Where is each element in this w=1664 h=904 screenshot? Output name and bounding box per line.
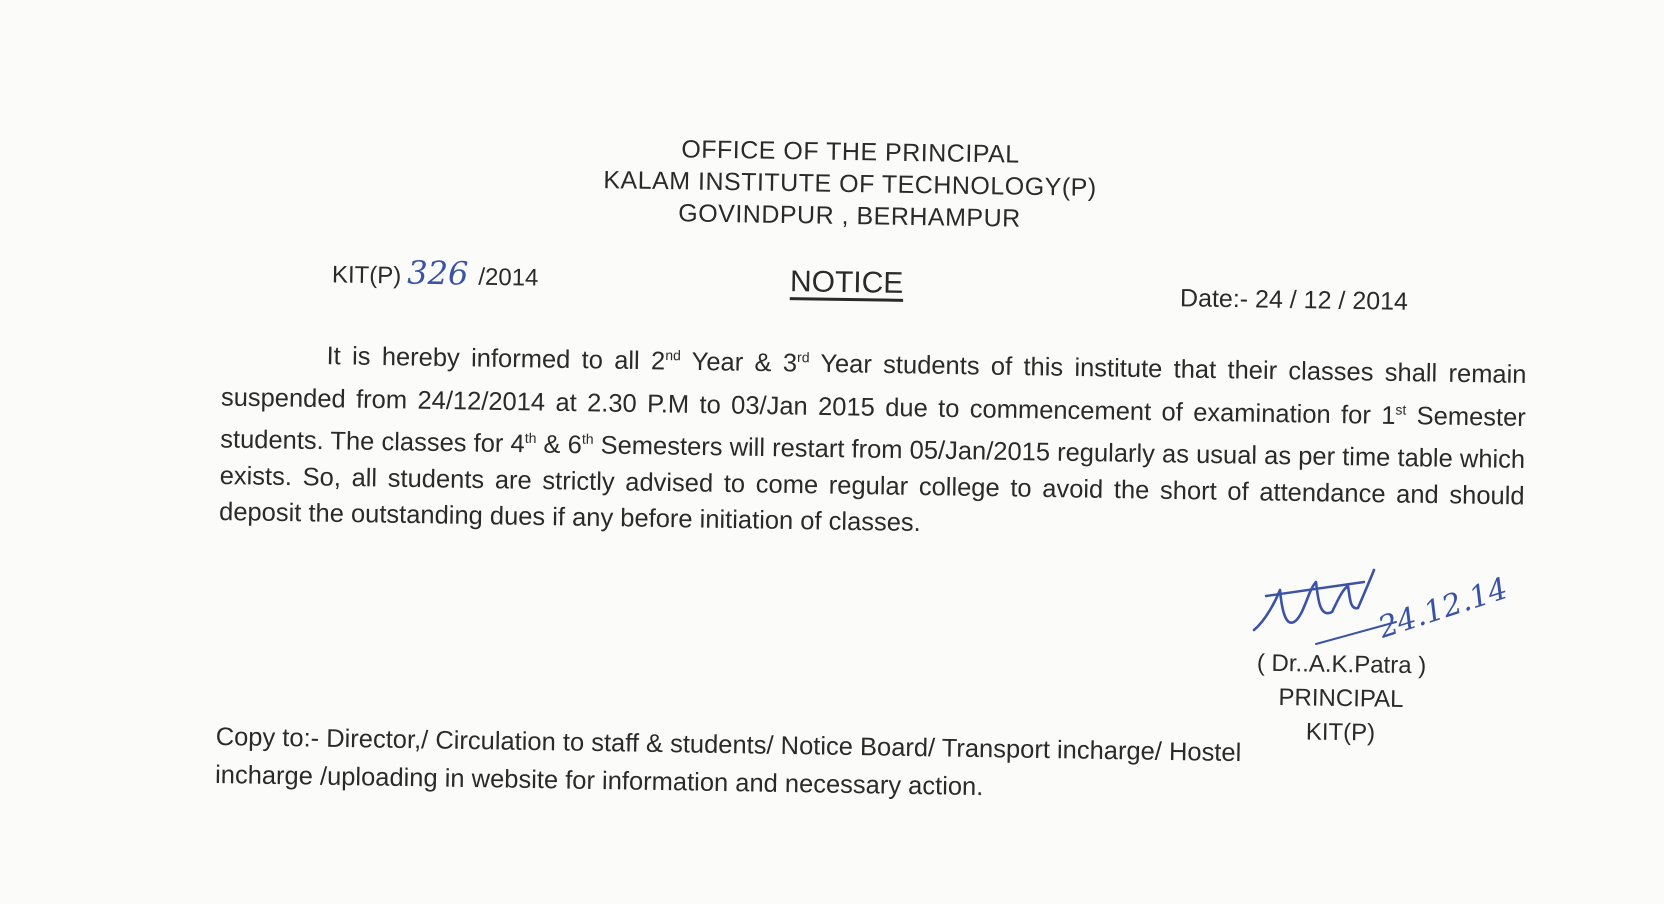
ordinal-suffix: nd <box>665 346 682 364</box>
notice-date: Date:- 24 / 12 / 2014 <box>1179 284 1409 316</box>
ordinal-suffix: th <box>524 429 537 446</box>
signature-date: 24.12.14 <box>1374 571 1512 646</box>
copy-to-line: incharge /uploading in website for information and necessary action. <box>214 760 984 802</box>
handwritten-signature <box>1246 560 1512 650</box>
ref-year: /2014 <box>478 263 539 292</box>
ordinal-suffix: th <box>581 430 594 447</box>
ref-handwritten-number: 326 <box>407 253 469 293</box>
ref-prefix: KIT(P) <box>331 261 402 290</box>
institute-address: GOVINDPUR , BERHAMPUR <box>678 199 1021 233</box>
reference-number <box>332 252 539 293</box>
body-text-part: It is hereby informed to all 2 <box>326 342 666 376</box>
signatory-designation: PRINCIPAL <box>1278 684 1404 713</box>
body-text-part: & 6 <box>536 430 583 460</box>
ordinal-suffix: st <box>1395 400 1407 418</box>
body-text-part: Semesters will restart from 05/Jan/2015 regularly as usual as per time table which exists. So, all students are strictly advised to come regular college to avoid the short of attendance and should deposit the outstanding dues if any before initiation of classes. <box>218 431 1526 537</box>
signatory-name: ( Dr..A.K.Patra ) <box>1256 649 1427 680</box>
body-text-part: Semester students. The classes for 4 <box>220 401 1527 459</box>
institute-name: KALAM INSTITUTE OF TECHNOLOGY(P) <box>603 166 1097 202</box>
notice-body <box>219 330 1527 550</box>
office-line: OFFICE OF THE PRINCIPAL <box>681 135 1020 169</box>
ordinal-suffix: rd <box>797 349 810 366</box>
copy-to-line: Copy to:- Director,/ Circulation to staff & students/ Notice Board/ Transport incharge/ Hostel <box>215 722 1242 768</box>
body-text-part: Year & 3 <box>680 347 798 378</box>
signatory-org: KIT(P) <box>1305 718 1376 747</box>
notice-title: NOTICE <box>789 265 904 300</box>
body-text-part: Year students of this institute that their classes shall remain suspended from 24/12/2014 at 2.30 P.M to 03/Jan 2015 due to commencement of examination for 1 <box>220 349 1527 430</box>
letterhead <box>559 131 1140 236</box>
